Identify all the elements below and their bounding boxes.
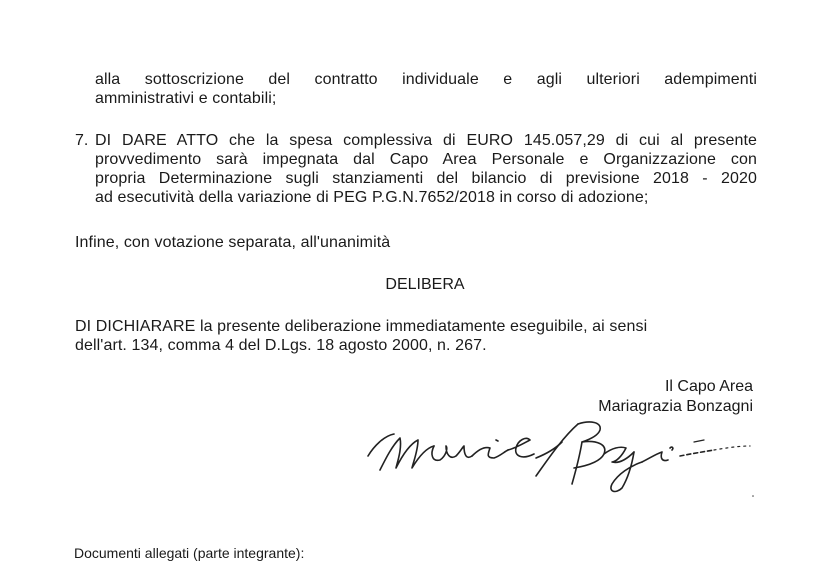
paragraph-line: DI DICHIARARE la presente deliberazione immediatamente eseguibile, ai sensi [75,318,648,335]
signatory-role: Il Capo Area [664,378,753,395]
paragraph-item-7 [95,131,757,207]
paragraph-subscription [95,70,757,108]
paragraph-line: propria Determinazione sugli stanziamenti del bilancio di previsione 2018 - 2020 [95,170,757,187]
paragraph-line: amministrativi e contabili; [95,90,277,107]
attachments-label: Documenti allegati (parte integrante): [74,545,305,561]
section-heading: DELIBERA [385,276,465,293]
paragraph-vote: Infine, con votazione separata, all'unanimità [75,234,391,251]
paragraph-declaration [75,317,755,355]
paragraph-line: provvedimento sarà impegnata dal Capo Area Personale e Organizzazione con [95,151,757,168]
paragraph-line: dell'art. 134, comma 4 del D.Lgs. 18 agosto 2000, n. 267. [75,337,487,354]
signatory-block [598,377,753,417]
paragraph-line: alla sottoscrizione del contratto individuale e agli ulteriori adempimenti [95,71,757,88]
signatory-name: Mariagrazia Bonzagni [598,398,753,415]
paragraph-line: ad esecutività della variazione di PEG P.G.N.7652/2018 in corso di adozione; [95,189,649,206]
paragraph-line: DI DARE ATTO che la spesa complessiva di EURO 145.057,29 di cui al presente [95,132,757,149]
handwritten-signature [350,418,760,503]
list-number: 7. [75,132,89,149]
